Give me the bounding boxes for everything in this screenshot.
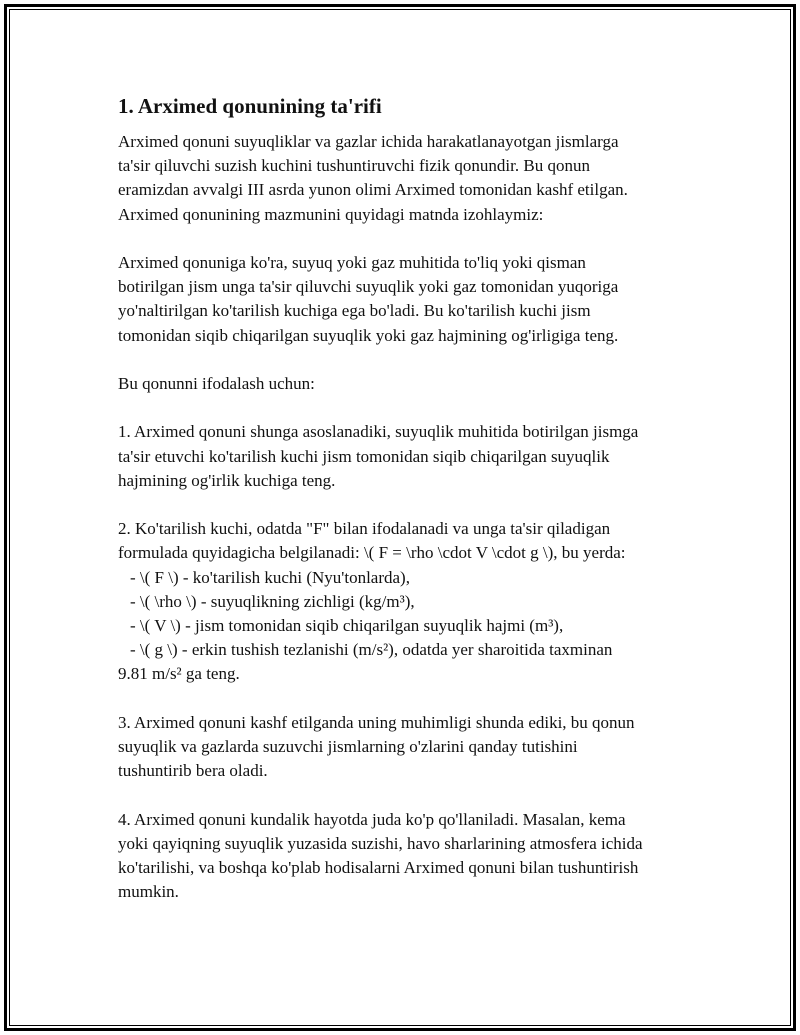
list-item-2: 2. Ko'tarilish kuchi, odatda "F" bilan ifodalanadi va unga ta'sir qiladigan formulada quyidagicha belgilanadi: \( F = \rho \cdot V \cdot g \), bu yerda: bbox=[118, 519, 626, 563]
list-item-1: 1. Arximed qonuni shunga asoslanadiki, suyuqlik muhitida botirilgan jismga ta'sir etuvchi ko'tarilish kuchi jism tomonidan siqib chiqarilgan suyuqlik hajmining og'irlik kuchiga teng. bbox=[118, 422, 639, 490]
document-body bbox=[118, 92, 698, 904]
formula-variable-g: - \( g \) - erkin tushish tezlanishi (m/s²), odatda yer sharoitida taxminan bbox=[130, 640, 613, 660]
definition-paragraph: Arximed qonuniga ko'ra, suyuq yoki gaz muhitida to'liq yoki qisman botirilgan jism unga ta'sir qiluvchi suyuqlik yoki gaz tomonidan yuqoriga yo'naltirilgan ko'tarilish kuchiga ega bo'ladi. Bu ko'tarilish kuchi jism tomonidan siqib chiqarilgan suyuqlik yoki gaz hajmining og'irligiga teng. bbox=[118, 253, 619, 345]
formula-variable-rho: - \( \rho \) - suyuqlikning zichligi (kg/m³), bbox=[130, 591, 415, 611]
list-item-3: 3. Arximed qonuni kashf etilganda uning muhimligi shunda ediki, bu qonun suyuqlik va gazlarda suzuvchi jismlarning o'zlarini qanday tutishini tushuntirib bera oladi. bbox=[118, 712, 635, 781]
formula-variable-v: - \( V \) - jism tomonidan siqib chiqarilgan suyuqlik hajmi (m³), bbox=[130, 616, 564, 635]
intro-paragraph: Arximed qonuni suyuqliklar va gazlar ichida harakatlanayotgan jismlarga ta'sir qiluvchi suzish kuchini tushuntiruvchi fizik qonundir. Bu qonun eramizdan avvalgi III asrda yunon olimi Arximed tomonidan kashf etilgan. Arximed qonunining mazmunini quyidagi matnda izohlaymiz: bbox=[118, 132, 628, 224]
formula-variable-f: - \( F \) - ko'tarilish kuchi (Nyu'tonlarda), bbox=[130, 567, 410, 587]
lead-paragraph: Bu qonunni ifodalash uchun: bbox=[118, 374, 315, 393]
section-title: 1. Arximed qonunining ta'rifi bbox=[118, 94, 382, 118]
list-item-4: 4. Arximed qonuni kundalik hayotda juda ko'p qo'llaniladi. Masalan, kema yoki qayiqning suyuqlik yuzasida suzishi, havo sharlarining atmosfera ichida ko'tarilishi, va boshqa ko'plab hodisalarni Arximed qonuni bilan tushuntirish mumkin. bbox=[118, 809, 643, 902]
formula-variable-g-tail: 9.81 m/s² ga teng. bbox=[118, 664, 240, 684]
